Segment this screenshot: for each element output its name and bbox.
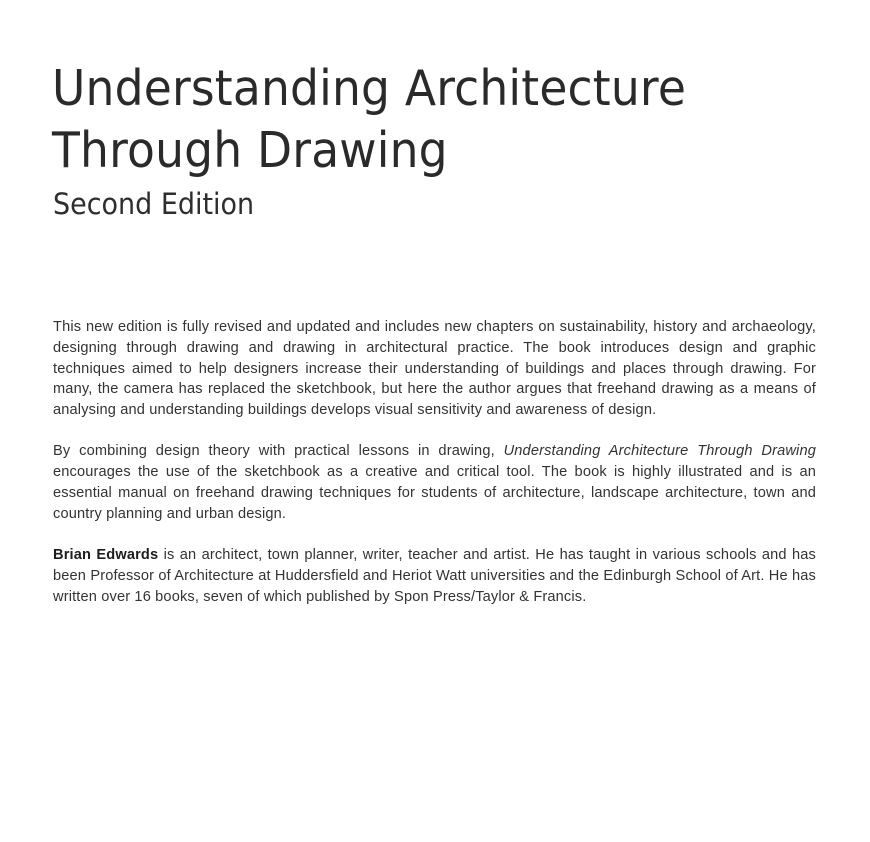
author-name: Brian Edwards (53, 547, 159, 564)
description-paragraph-2 (53, 441, 816, 524)
book-title-line-2: Through Drawing (52, 122, 448, 179)
author-bio: is an architect, town planner, writer, teacher and artist. He has taught in various schools and has been Professor of Architecture at Huddersfield and Heriot Watt universities and the Edinburgh School of Art. He has written over 16 books, seven of which published by Spon Press/Taylor & Francis. (53, 547, 816, 605)
description-paragraph-1: This new edition is fully revised and updated and includes new chapters on sustainability, history and archaeology, designing through drawing and drawing in architectural practice. The book introduces design and graphic techniques aimed to help designers increase their understanding of buildings and places through drawing. For many, the camera has replaced the sketchbook, but here the author argues that freehand drawing as a means of analysing and understanding buildings develops visual sensitivity and awareness of design. (53, 319, 816, 419)
blurb-body (53, 317, 816, 628)
book-title-line-1: Understanding Architecture (52, 60, 687, 117)
book-title-italic: Understanding Architecture Through Drawing (503, 443, 816, 460)
description-paragraph-2-prefix: By combining design theory with practical lessons in drawing, (53, 443, 504, 460)
edition-subtitle: Second Edition (53, 187, 255, 221)
book-title (52, 58, 686, 182)
author-bio-paragraph (53, 545, 816, 607)
description-paragraph-2-suffix: encourages the use of the sketchbook as a creative and critical tool. The book is highly illustrated and is an essential manual on freehand drawing techniques for students of architecture, landscape architecture, town and country planning and urban design. (53, 464, 816, 522)
